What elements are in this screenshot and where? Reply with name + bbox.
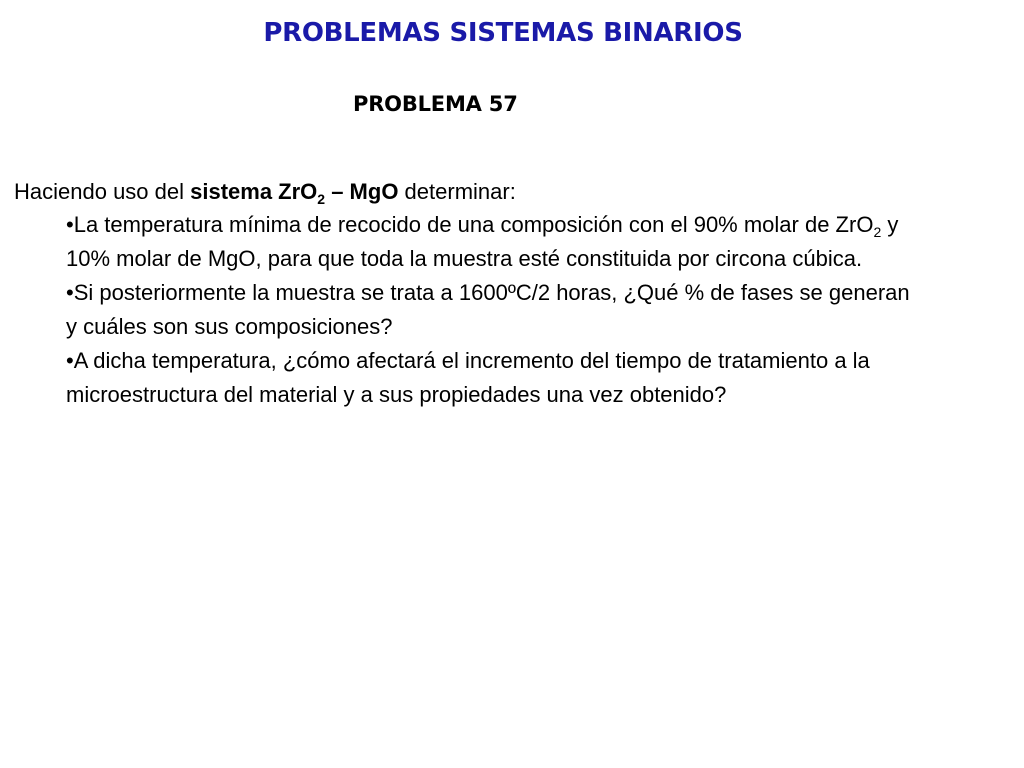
question-item-2: •Si posteriormente la muestra se trata a 1600ºC/2 horas, ¿Qué % de fases se generan y cuáles son sus composiciones? xyxy=(66,280,910,339)
question-list xyxy=(66,208,926,412)
question-1-part2: y 10% molar de MgO, para que toda la muestra esté constituida por circona cúbica. xyxy=(66,212,899,271)
slide-title: PROBLEMAS SISTEMAS BINARIOS xyxy=(263,18,743,48)
system-name-part1: sistema ZrO xyxy=(190,179,318,204)
intro-line xyxy=(14,176,516,208)
question-1-part1: •La temperatura mínima de recocido de una composición con el 90% molar de ZrO xyxy=(66,212,874,237)
system-name-subscript: 2 xyxy=(317,191,326,207)
question-item-3: •A dicha temperatura, ¿cómo afectará el incremento del tiempo de tratamiento a la microestructura del material y a sus propiedades una vez obtenido? xyxy=(66,348,870,407)
system-name-part2: – MgO xyxy=(325,179,399,204)
question-item-1 xyxy=(66,208,926,276)
question-1-subscript: 2 xyxy=(873,224,882,240)
system-name xyxy=(190,179,399,207)
problem-number: PROBLEMA 57 xyxy=(353,92,518,116)
intro-suffix: determinar: xyxy=(398,179,516,204)
intro-prefix: Haciendo uso del xyxy=(14,179,191,204)
